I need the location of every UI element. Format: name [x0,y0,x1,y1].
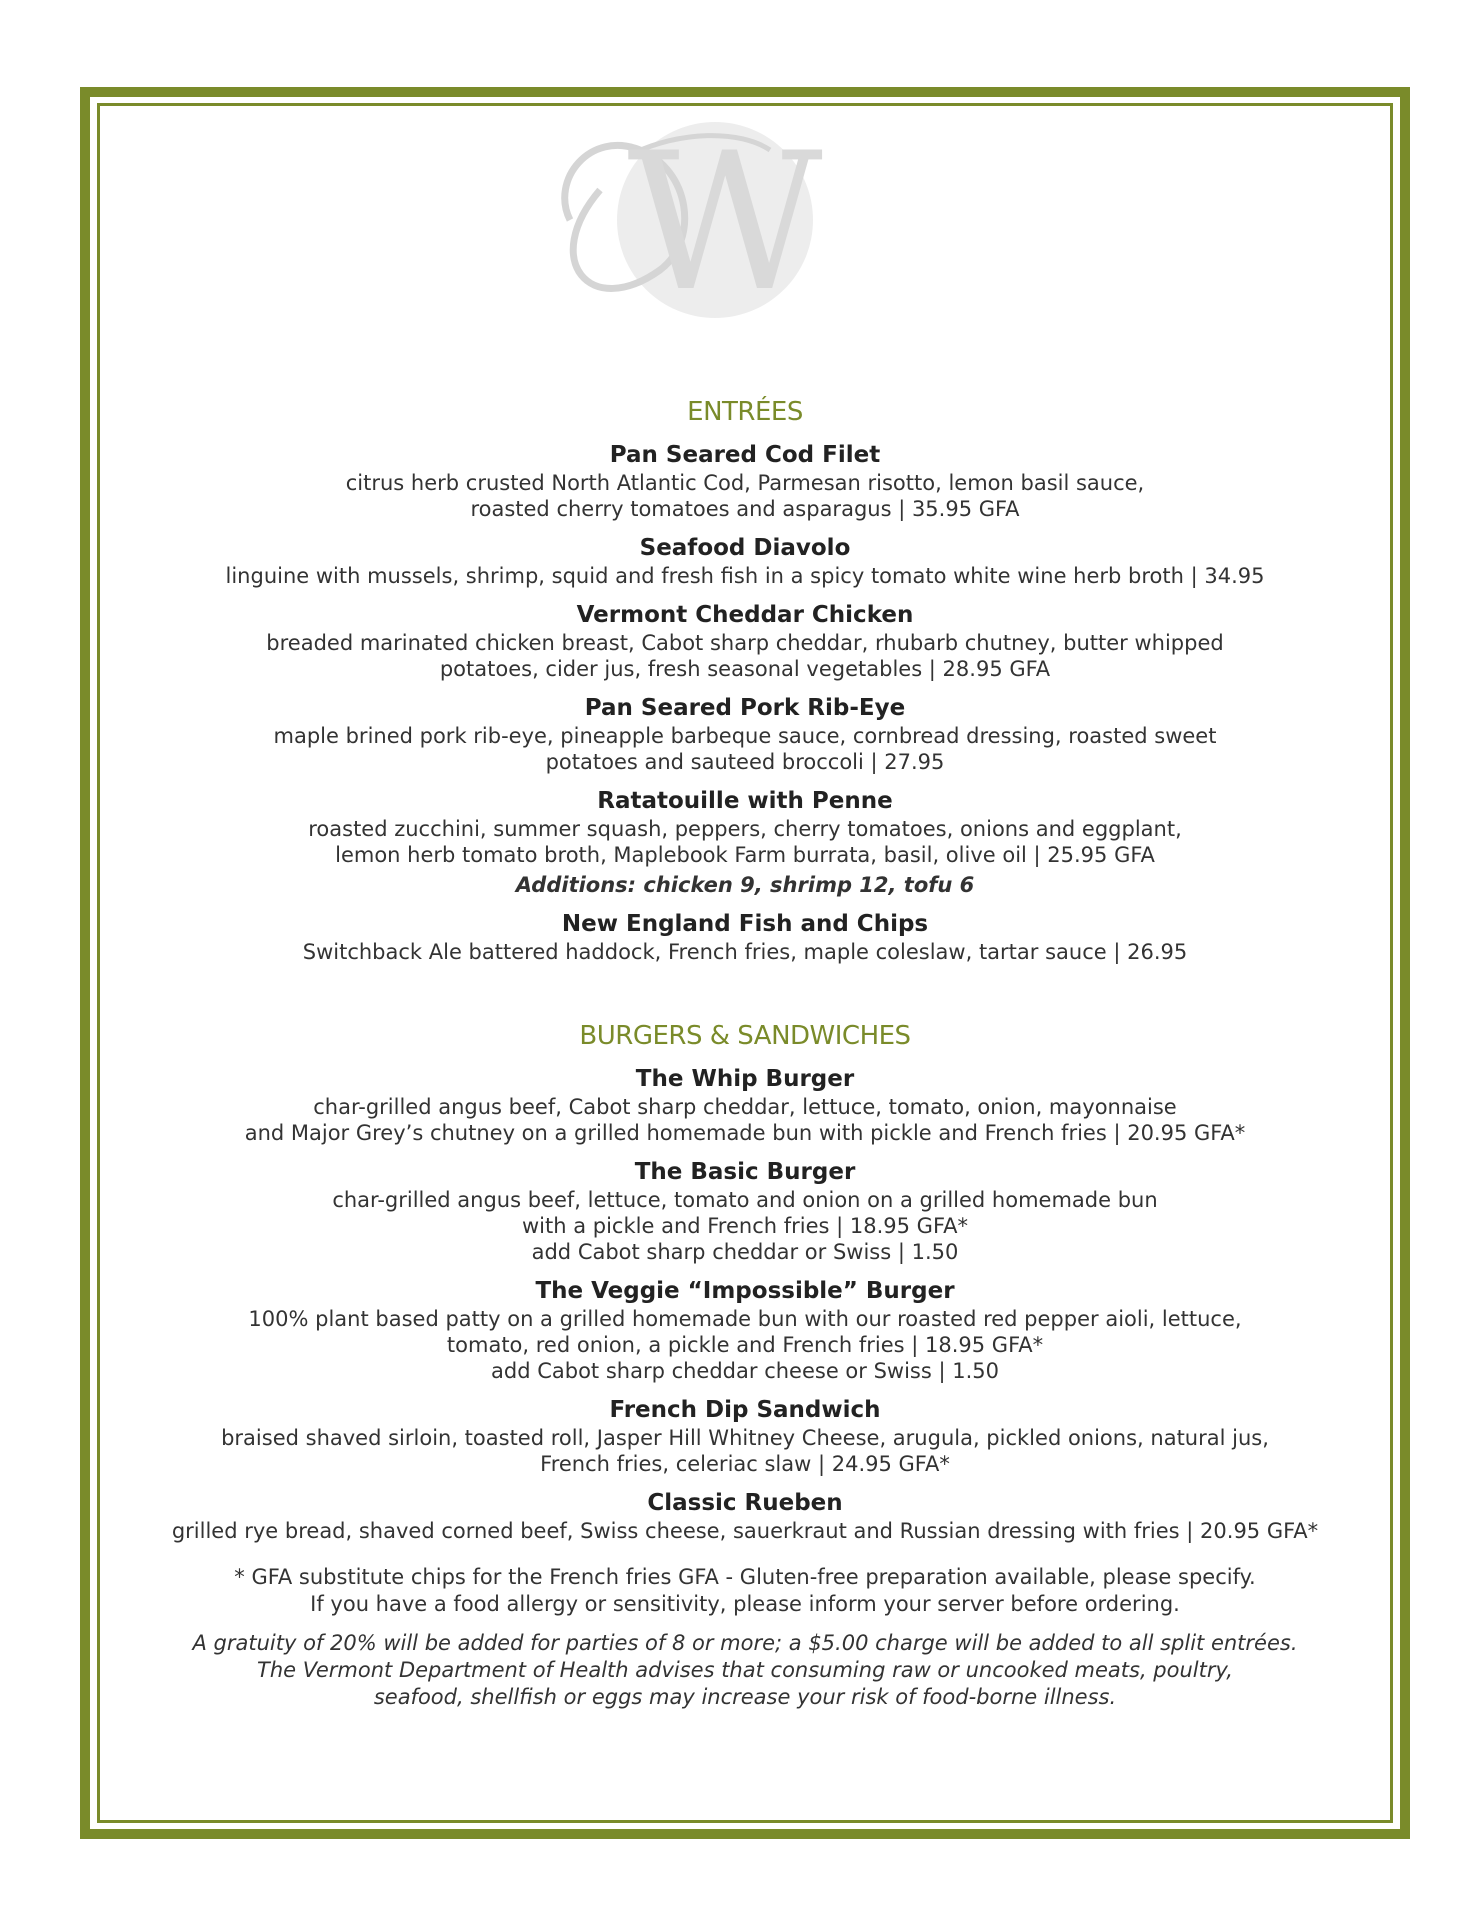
menu-content [100,395,1390,1711]
item-name: Classic Rueben [647,1490,843,1516]
logo-letter: W [627,112,823,320]
item-description: tomato, red onion, a pickle and French fries | 18.95 GFA* [446,1333,1044,1357]
item-description: Switchback Ale battered haddock, French fries, maple coleslaw, tartar sauce | 26.95 [302,940,1188,964]
item-name: Ratatouille with Penne [597,788,893,814]
menu-item [100,1277,1390,1384]
item-name: Pan Seared Pork Rib-Eye [584,695,906,721]
menu-item [100,441,1390,522]
item-description: linguine with mussels, shrimp, squid and fresh fish in a spicy tomato white wine herb broth | 34.95 [225,564,1265,588]
item-name: Seafood Diavolo [639,535,851,561]
item-name: Vermont Cheddar Chicken [576,602,914,628]
item-description: roasted cherry tomatoes and asparagus | 35.95 GFA [470,497,1020,521]
item-description: with a pickle and French fries | 18.95 GFA* [522,1214,968,1238]
note-line: * GFA substitute chips for the French fries GFA - Gluten-free preparation available, please specify. [234,1565,1256,1589]
item-description: char-grilled angus beef, lettuce, tomato and onion on a grilled homemade bun [332,1188,1158,1212]
gfa-notes [100,1564,1390,1618]
menu-item [100,787,1390,898]
section-title: BURGERS & SANDWICHES [579,1021,911,1051]
menu-item [100,1396,1390,1477]
item-name: Pan Seared Cod Filet [609,442,881,468]
item-additions: Additions: chicken 9, shrimp 12, tofu 6 [515,873,975,897]
disclaimer-line: A gratuity of 20% will be added for parties of 8 or more; a $5.00 charge will be added to all split entrées. [192,1631,1298,1655]
item-name: New England Fish and Chips [561,911,929,937]
disclaimer-line: The Vermont Department of Health advises that consuming raw or uncooked meats, poultry, [257,1658,1233,1682]
menu-item [100,1489,1390,1544]
menu-item [100,910,1390,965]
item-description: citrus herb crusted North Atlantic Cod, Parmesan risotto, lemon basil sauce, [345,471,1145,495]
menu-item [100,601,1390,682]
item-description: breaded marinated chicken breast, Cabot sharp cheddar, rhubarb chutney, butter whipped [266,631,1224,655]
health-disclaimer [100,1630,1390,1711]
item-description: potatoes, cider jus, fresh seasonal vegetables | 28.95 GFA [439,657,1051,681]
menu-item [100,534,1390,589]
item-description: and Major Grey’s chutney on a grilled homemade bun with pickle and French fries | 20.95 GFA* [244,1121,1246,1145]
item-description: char-grilled angus beef, Cabot sharp cheddar, lettuce, tomato, onion, mayonnaise [313,1095,1177,1119]
disclaimer-line: seafood, shellfish or eggs may increase your risk of food-borne illness. [373,1685,1117,1709]
restaurant-logo [530,110,870,320]
item-description: braised shaved sirloin, toasted roll, Jasper Hill Whitney Cheese, arugula, pickled onions, natural jus, [221,1426,1269,1450]
section-entrees [100,395,1390,965]
item-description: 100% plant based patty on a grilled homemade bun with our roasted red pepper aioli, lettuce, [248,1307,1242,1331]
item-description: add Cabot sharp cheddar or Swiss | 1.50 [531,1240,959,1264]
section-title: ENTRÉES [687,397,803,427]
section-burgers-sandwiches [100,1019,1390,1544]
menu-item [100,1158,1390,1265]
item-description: maple brined pork rib-eye, pineapple barbeque sauce, cornbread dressing, roasted sweet [273,724,1217,748]
item-description: French fries, celeriac slaw | 24.95 GFA* [540,1452,950,1476]
item-description: potatoes and sauteed broccoli | 27.95 [545,750,945,774]
menu-item [100,1065,1390,1146]
item-name: French Dip Sandwich [609,1397,881,1423]
item-description: add Cabot sharp cheddar cheese or Swiss | 1.50 [491,1359,999,1383]
item-description: roasted zucchini, summer squash, peppers, cherry tomatoes, onions and eggplant, [308,817,1182,841]
note-line: If you have a food allergy or sensitivity, please inform your server before ordering. [310,1592,1180,1616]
item-description: grilled rye bread, shaved corned beef, Swiss cheese, sauerkraut and Russian dressing with fries | 20.95 GFA* [171,1519,1319,1543]
item-name: The Veggie “Impossible” Burger [535,1278,955,1304]
item-description: lemon herb tomato broth, Maplebook Farm burrata, basil, olive oil | 25.95 GFA [335,843,1155,867]
menu-item [100,694,1390,775]
item-name: The Basic Burger [634,1159,856,1185]
item-name: The Whip Burger [635,1066,855,1092]
